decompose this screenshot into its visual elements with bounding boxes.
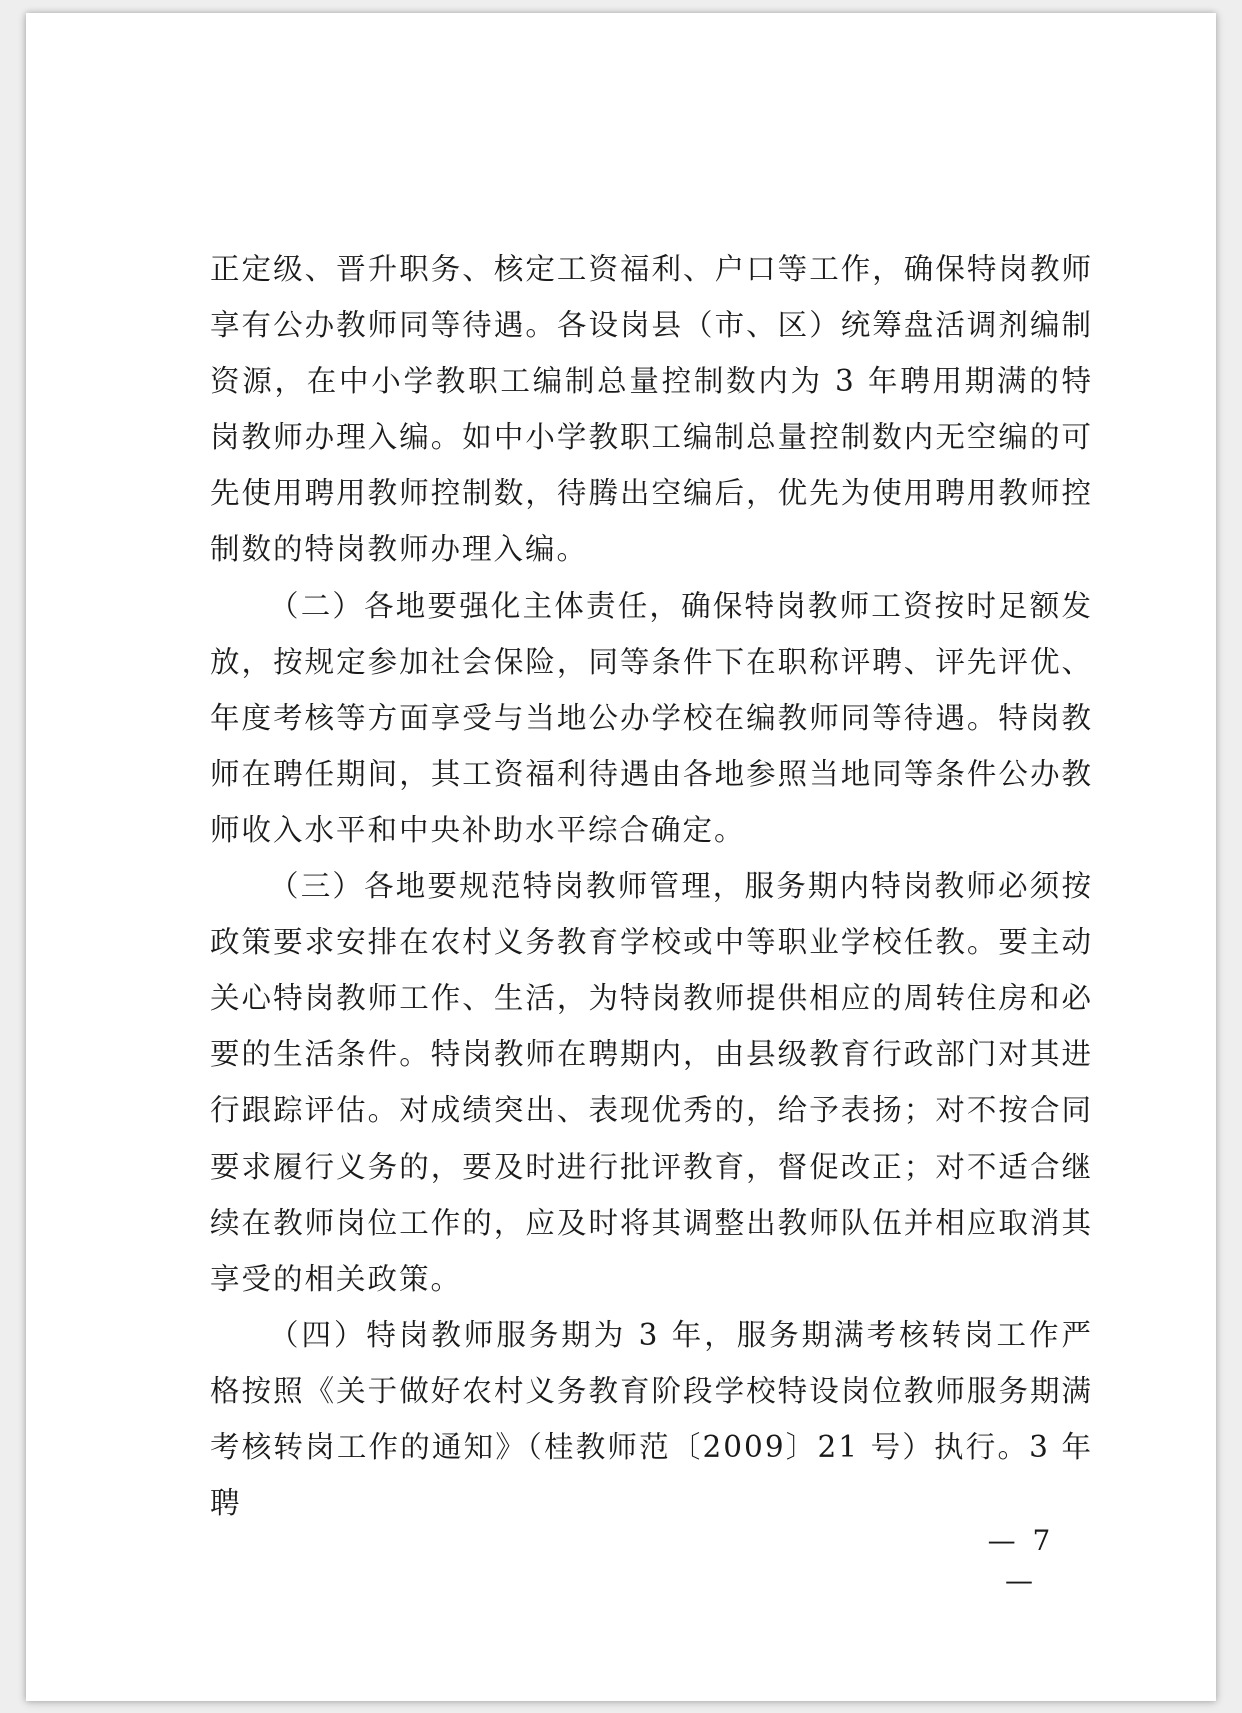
paragraph-section-3: （三）各地要规范特岗教师管理，服务期内特岗教师必须按政策要求安排在农村义务教育学校或中等职业学校任教。要主动关心特岗教师工作、生活，为特岗教师提供相应的周转住房和必要的生活条件。特岗教师在聘期内，由县级教育行政部门对其进行跟踪评估。对成绩突出、表现优秀的，给予表扬；对不按合同要求履行义务的，要及时进行批评教育，督促改正；对不适合继续在教师岗位工作的，应及时将其调整出教师队伍并相应取消其享受的相关政策。 [210, 869, 1093, 1296]
paragraph-section-2: （二）各地要强化主体责任，确保特岗教师工资按时足额发放，按规定参加社会保险，同等条件下在职称评聘、评先评优、年度考核等方面享受与当地公办学校在编教师同等待遇。特岗教师在聘任期间，其工资福利待遇由各地参照当地同等条件公办教师收入水平和中央补助水平综合确定。 [210, 588, 1093, 847]
document-body [210, 241, 1093, 1531]
paragraph-section-4: （四）特岗教师服务期为 3 年，服务期满考核转岗工作严格按照《关于做好农村义务教育阶段学校特设岗位教师服务期满考核转岗工作的通知》（桂教师范〔2009〕21 号）执行。3 年聘 [210, 1317, 1093, 1521]
page-number: — 7 — [987, 1524, 1055, 1597]
document-page [26, 13, 1216, 1701]
paragraph-continuation: 正定级、晋升职务、核定工资福利、户口等工作，确保特岗教师享有公办教师同等待遇。各设岗县（市、区）统筹盘活调剂编制资源，在中小学教职工编制总量控制数内为 3 年聘用期满的特岗教师办理入编。如中小学教职工编制总量控制数内无空编的可先使用聘用教师控制数，待腾出空编后，优先为使用聘用教师控制数的特岗教师办理入编。 [210, 252, 1093, 567]
